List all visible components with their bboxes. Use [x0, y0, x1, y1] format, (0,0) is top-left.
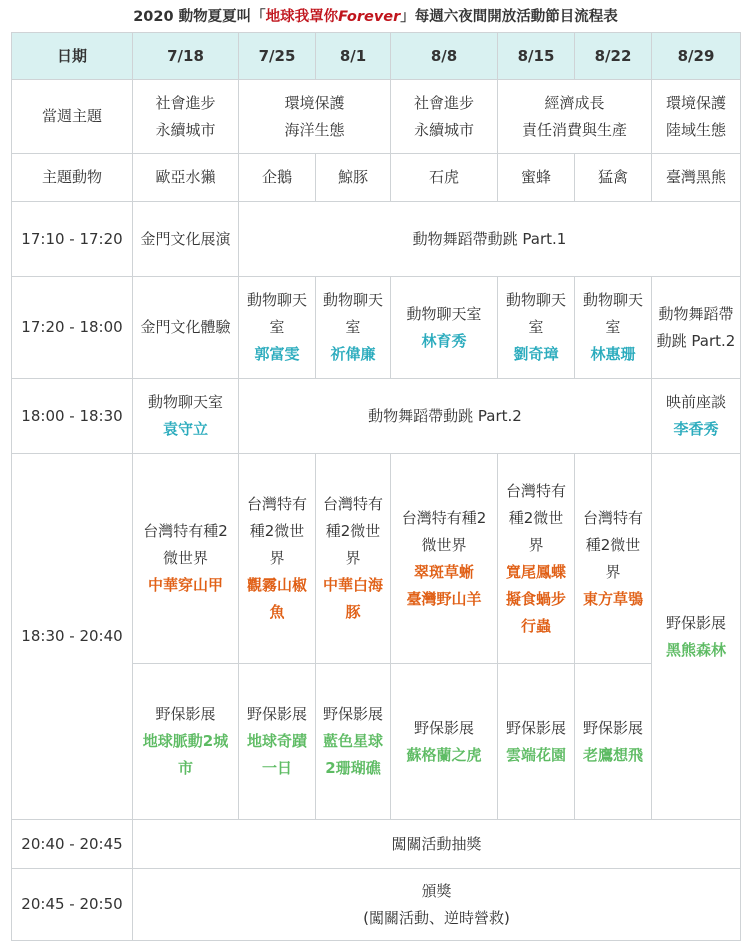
title-suffix: 」每週六夜間開放活動節目流程表 [400, 9, 618, 25]
slot-row-2045 [12, 869, 741, 941]
host-name: 劉奇璋 [513, 345, 559, 363]
species-name: 寬尾鳳蝶 擬食蝸步行蟲 [505, 562, 566, 635]
slot-row-1720 [12, 277, 741, 379]
animal-label: 主題動物 [12, 154, 133, 202]
event-cell-span: 頒獎 (闖關活動、逆時營救) [133, 869, 741, 941]
time-label: 17:20 - 18:00 [12, 277, 133, 379]
species-name: 東方草鴞 [582, 589, 643, 608]
event-cell: 動物舞蹈帶動跳 Part.2 [652, 277, 741, 379]
host-name: 祈偉廉 [330, 345, 376, 363]
host-name: 郭富雯 [254, 345, 300, 363]
time-label: 17:10 - 17:20 [12, 202, 133, 277]
header-date: 7/25 [239, 33, 316, 80]
event-cell: 台灣特有種2微世界 寬尾鳳蝶 擬食蝸步行蟲 [498, 454, 575, 664]
slot-row-1830-micro [12, 454, 741, 664]
event-cell: 野保影展 黑熊森林 [652, 454, 741, 820]
film-title: 蘇格蘭之虎 [406, 745, 482, 764]
host-name: 袁守立 [162, 420, 208, 438]
event-cell: 動物聊天室 祈偉廉 [316, 277, 391, 379]
event-cell: 野保影展 藍色星球2珊瑚礁 [316, 664, 391, 820]
host-name: 林惠珊 [590, 345, 636, 363]
header-date: 7/18 [133, 33, 239, 80]
animal-cell: 臺灣黑熊 [652, 154, 741, 202]
theme-label: 當週主題 [12, 80, 133, 154]
host-name: 林育秀 [421, 331, 467, 350]
title-highlight-en: Forever [338, 9, 401, 25]
slot-row-1710 [12, 202, 741, 277]
theme-cell: 經濟成長 責任消費與生產 [498, 80, 652, 154]
header-date: 8/22 [575, 33, 652, 80]
animal-cell: 蜜蜂 [498, 154, 575, 202]
event-cell: 台灣特有種2微世界 翠斑草蜥 臺灣野山羊 [391, 454, 498, 664]
theme-cell: 環境保護 海洋生態 [239, 80, 391, 154]
time-label: 18:00 - 18:30 [12, 379, 133, 454]
slot-row-1800 [12, 379, 741, 454]
time-label: 20:40 - 20:45 [12, 820, 133, 869]
header-date: 8/29 [652, 33, 741, 80]
animal-cell: 鯨豚 [316, 154, 391, 202]
event-cell: 台灣特有種2微世界 中華穿山甲 [133, 454, 239, 664]
event-cell: 動物聊天室 林育秀 [391, 277, 498, 379]
theme-cell: 社會進步 永續城市 [133, 80, 239, 154]
event-cell: 台灣特有種2微世界 觀霧山椒魚 [239, 454, 316, 664]
title-highlight: 地球我罩你 [265, 9, 339, 25]
species-name: 中華穿山甲 [147, 576, 223, 594]
event-cell: 野保影展 雲端花園 [498, 664, 575, 820]
species-name: 翠斑草蜥 臺灣野山羊 [406, 562, 482, 608]
event-cell: 動物聊天室 劉奇璋 [498, 277, 575, 379]
event-cell: 映前座談 李香秀 [652, 379, 741, 454]
animal-cell: 企鵝 [239, 154, 316, 202]
event-cell: 野保影展 地球脈動2城市 [133, 664, 239, 820]
theme-row [12, 80, 741, 154]
title-prefix: 2020 動物夏夏叫「 [133, 9, 266, 25]
header-date: 8/1 [316, 33, 391, 80]
film-title: 藍色星球2珊瑚礁 [322, 732, 383, 777]
schedule-table [11, 32, 741, 941]
theme-cell: 社會進步 永續城市 [391, 80, 498, 154]
header-date: 8/8 [391, 33, 498, 80]
time-label: 18:30 - 20:40 [12, 454, 133, 820]
film-title: 地球脈動2城市 [142, 732, 229, 777]
event-cell: 動物聊天室 袁守立 [133, 379, 239, 454]
time-label: 20:45 - 20:50 [12, 869, 133, 941]
event-cell: 動物聊天室 郭富雯 [239, 277, 316, 379]
header-row [12, 33, 741, 80]
film-title: 老鷹想飛 [582, 745, 643, 764]
animal-cell: 石虎 [391, 154, 498, 202]
slot-row-2040 [12, 820, 741, 869]
event-cell: 野保影展 蘇格蘭之虎 [391, 664, 498, 820]
film-title: 黑熊森林 [665, 640, 726, 659]
host-name: 李香秀 [673, 420, 719, 438]
film-title: 雲端花園 [505, 745, 566, 764]
species-name: 中華白海豚 [322, 576, 383, 621]
event-cell-span: 動物舞蹈帶動跳 Part.1 [239, 202, 741, 277]
film-title: 地球奇蹟一日 [246, 732, 307, 777]
event-cell: 金門文化體驗 [133, 277, 239, 379]
event-cell: 野保影展 老鷹想飛 [575, 664, 652, 820]
event-cell-span: 動物舞蹈帶動跳 Part.2 [239, 379, 652, 454]
theme-cell: 環境保護 陸域生態 [652, 80, 741, 154]
header-date-label: 日期 [12, 33, 133, 80]
animal-cell: 歐亞水獺 [133, 154, 239, 202]
event-cell: 動物聊天室 林惠珊 [575, 277, 652, 379]
event-cell: 野保影展 地球奇蹟一日 [239, 664, 316, 820]
species-name: 觀霧山椒魚 [246, 576, 307, 621]
event-cell: 台灣特有種2微世界 中華白海豚 [316, 454, 391, 664]
animal-cell: 猛禽 [575, 154, 652, 202]
header-date: 8/15 [498, 33, 575, 80]
event-cell: 金門文化展演 [133, 202, 239, 277]
event-cell: 台灣特有種2微世界 東方草鴞 [575, 454, 652, 664]
page-title [0, 0, 751, 32]
animal-row [12, 154, 741, 202]
event-cell-span: 闖關活動抽獎 [133, 820, 741, 869]
